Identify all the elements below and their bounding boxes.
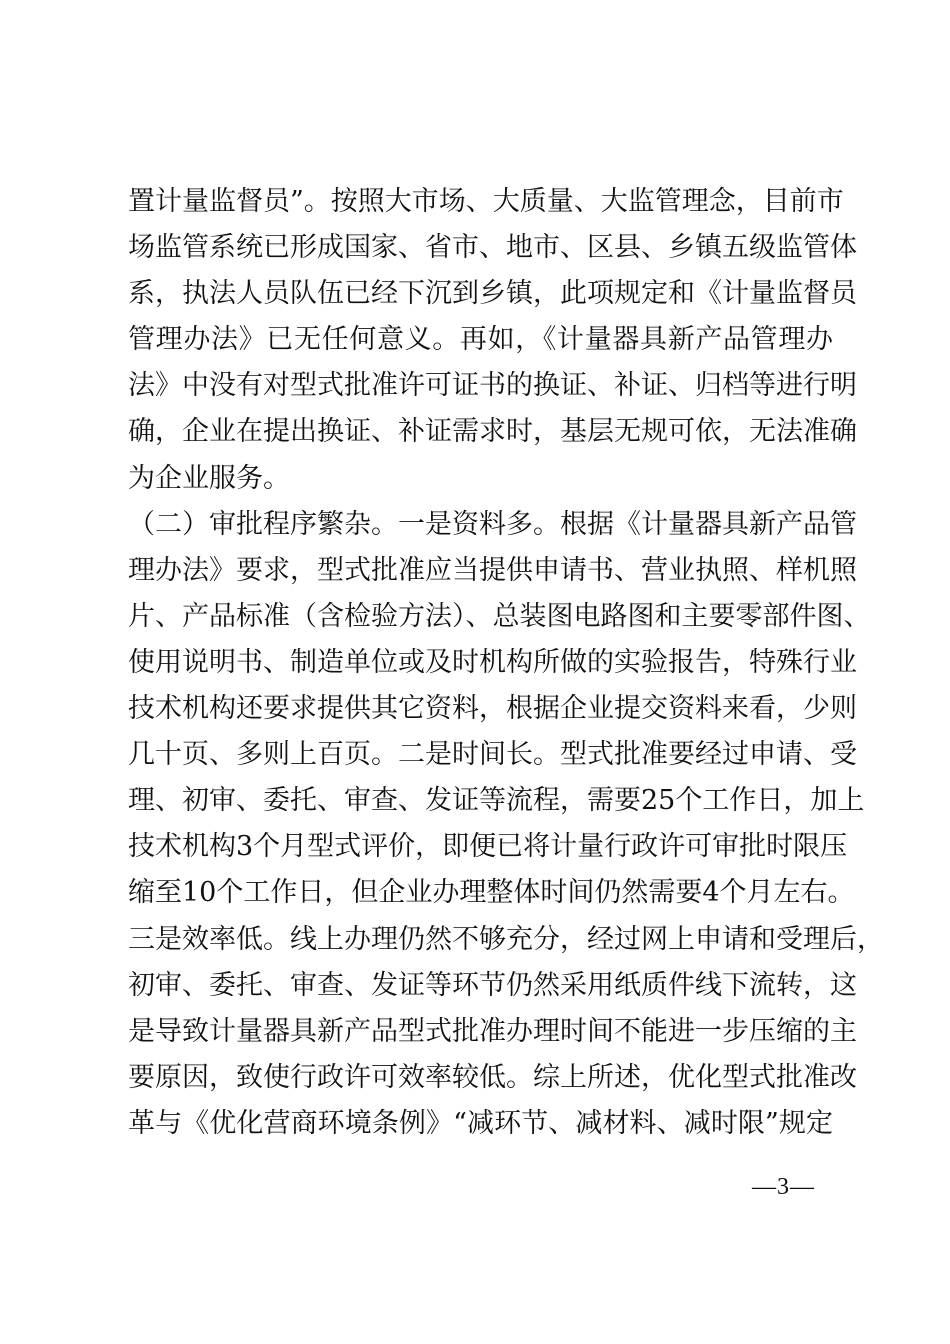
text-line: 使用说明书、制造单位或及时机构所做的实验报告，特殊行业 bbox=[128, 646, 857, 678]
page-number: —3— bbox=[752, 1174, 815, 1200]
text-line: 是导致计量器具新产品型式批准办理时间不能进一步压缩的主 bbox=[128, 1015, 857, 1047]
text-line: 几十页、多则上百页。二是时间长。型式批准要经过申请、受 bbox=[128, 739, 857, 771]
text-line: 场监管系统已形成国家、省市、地市、区县、乡镇五级监管体 bbox=[128, 232, 857, 264]
text-line: 片、产品标准（含检验方法）、总装图电路图和主要零部件图、 bbox=[128, 600, 871, 632]
text-line: 系，执法人员队伍已经下沉到乡镇，此项规定和《计量监督员 bbox=[128, 278, 857, 310]
text-line: 法》中没有对型式批准许可证书的换证、补证、归档等进行明 bbox=[128, 370, 857, 402]
text-line: 理、初审、委托、审查、发证等流程，需要25个工作日，加上 bbox=[128, 785, 865, 817]
text-line: 为企业服务。 bbox=[128, 462, 290, 494]
text-line: 置计量监督员”。按照大市场、大质量、大监管理念，目前市 bbox=[128, 186, 844, 217]
text-line: 技术机构还要求提供其它资料，根据企业提交资料来看，少则 bbox=[128, 693, 857, 725]
text-line: 要原因，致使行政许可效率较低。综上所述，优化型式批准改 bbox=[128, 1061, 857, 1093]
text-line: 缩至10个工作日，但企业办理整体时间仍然需要4个月左右。 bbox=[128, 877, 855, 909]
text-line: 三是效率低。线上办理仍然不够充分，经过网上申请和受理后， bbox=[128, 923, 884, 955]
text-line: 管理办法》已无任何意义。再如，《计量器具新产品管理办 bbox=[128, 324, 833, 356]
text-line: 初审、委托、审查、发证等环节仍然采用纸质件线下流转，这 bbox=[128, 969, 857, 1001]
text-line: 技术机构3个月型式评价，即便已将计量行政许可审批时限压 bbox=[128, 831, 848, 863]
text-line: 理办法》要求，型式批准应当提供申请书、营业执照、样机照 bbox=[128, 554, 857, 586]
text-line: 确，企业在提出换证、补证需求时，基层无规可依，无法准确 bbox=[128, 416, 857, 448]
text-line: 革与《优化营商环境条例》“减环节、减材料、减时限”规定 bbox=[128, 1107, 833, 1139]
document-body bbox=[128, 179, 884, 1147]
section-heading-line: （二）审批程序繁杂。一是资料多。根据《计量器具新产品管 bbox=[128, 508, 857, 540]
